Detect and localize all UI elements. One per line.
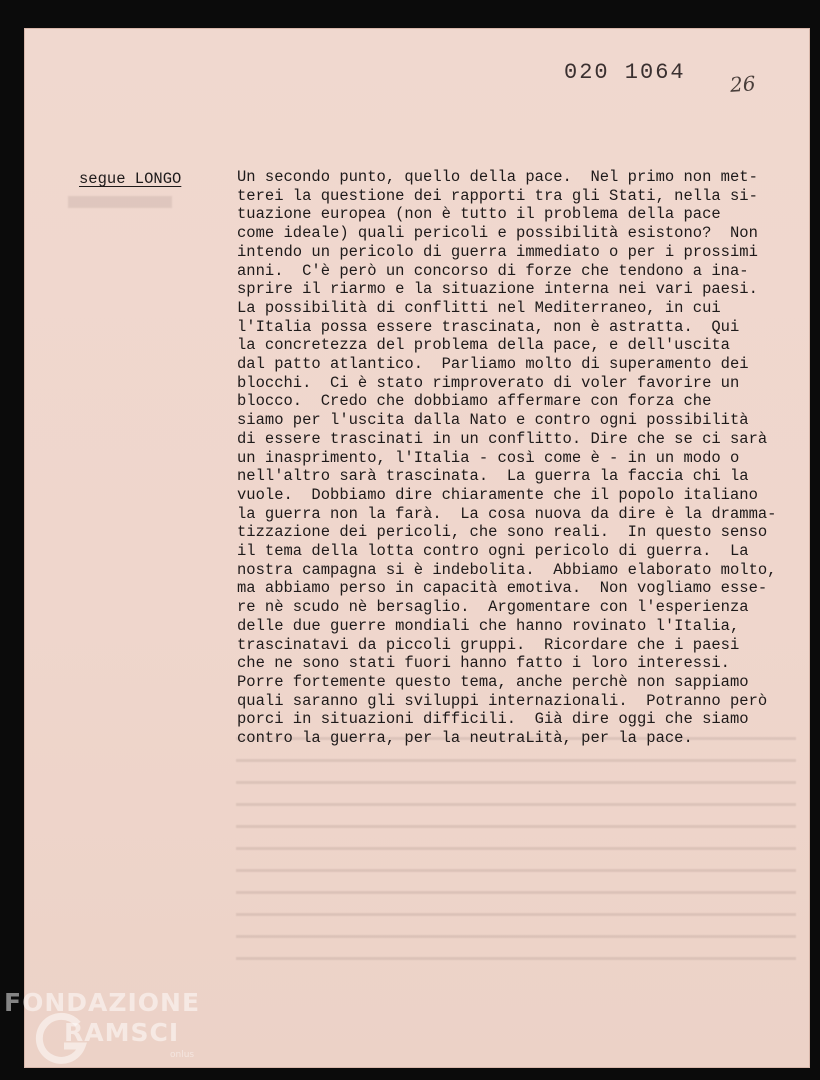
text-line: delle due guerre mondiali che hanno rovinato l'Italia, (237, 616, 740, 635)
text-line: la guerra non la farà. La cosa nuova da dire è la dramma- (237, 504, 777, 523)
speaker-label: segue LONGO (79, 170, 182, 188)
text-line: re nè scudo nè bersaglio. Argomentare con l'esperienza (237, 598, 749, 617)
text-line: blocchi. Ci è stato rimproverato di voler favorire un (237, 373, 740, 392)
typewritten-sheet (24, 28, 810, 1068)
watermark-line-2: RAMSCI (64, 1018, 180, 1047)
text-line: anni. C'è però un concorso di forze che tendono a ina- (237, 261, 749, 280)
text-line: dal patto atlantico. Parliamo molto di superamento dei (237, 355, 749, 374)
text-line: vuole. Dobbiamo dire chiaramente che il popolo italiano (237, 485, 758, 504)
text-line: quali saranno gli sviluppi internazionali. Potranno però (237, 691, 768, 710)
text-line: che ne sono stati fuori hanno fatto i loro interessi. (237, 654, 730, 673)
text-line: terei la questione dei rapporti tra gli Stati, nella si- (237, 186, 758, 205)
text-line: sprire il riarmo e la situazione interna nei vari paesi. (237, 280, 758, 299)
text-line: un inasprimento, l'Italia - così come è - in un modo o (237, 448, 740, 467)
text-line: siamo per l'uscita dalla Nato e contro ogni possibilità (237, 411, 749, 430)
text-line: contro la guerra, per la neutraLità, per la pace. (237, 729, 693, 748)
text-line: intendo un pericolo di guerra immediato o per i prossimi (237, 242, 758, 261)
archive-stamp-number: 020 1064 (564, 60, 686, 85)
text-line: Un secondo punto, quello della pace. Nel primo non met- (237, 168, 758, 186)
text-line: l'Italia possa essere trascinata, non è astratta. Qui (237, 317, 740, 336)
text-line: tizzazione dei pericoli, che sono reali. In questo senso (237, 523, 768, 542)
text-line: il tema della lotta contro ogni pericolo di guerra. La (237, 542, 749, 561)
watermark-line-1: FONDAZIONE (4, 988, 201, 1017)
text-line: di essere trascinati in un conflitto. Dire che se ci sarà (237, 429, 768, 448)
text-line: porci in situazioni difficili. Già dire oggi che siamo (237, 710, 749, 729)
fondazione-gramsci-watermark (4, 988, 214, 1080)
text-line: ma abbiamo perso in capacità emotiva. Non vogliamo esse- (237, 579, 768, 598)
text-line: blocco. Credo che dobbiamo affermare con forza che (237, 392, 712, 411)
text-line: la concretezza del problema della pace, e dell'uscita (237, 336, 730, 355)
text-line: La possibilità di conflitti nel Mediterraneo, in cui (237, 298, 721, 317)
text-line: nostra campagna si è indebolita. Abbiamo elaborato molto, (237, 560, 777, 579)
typed-body-text (237, 168, 807, 748)
text-line: Porre fortemente questo tema, anche perchè non sappiamo (237, 672, 749, 691)
text-line: come ideale) quali pericoli e possibilità esistono? Non (237, 224, 758, 243)
text-line: trascinatavi da piccoli gruppi. Ricordare che i paesi (237, 635, 740, 654)
bleed-through-text-shadow (236, 728, 796, 968)
handwritten-folio-number: 26 (729, 71, 757, 97)
text-line: tuazione europea (non è tutto il problema della pace (237, 205, 721, 224)
bleed-through-shadow (68, 196, 172, 208)
watermark-suffix: onlus (170, 1050, 195, 1060)
text-line: nell'altro sarà trascinata. La guerra la faccia chi la (237, 467, 749, 486)
